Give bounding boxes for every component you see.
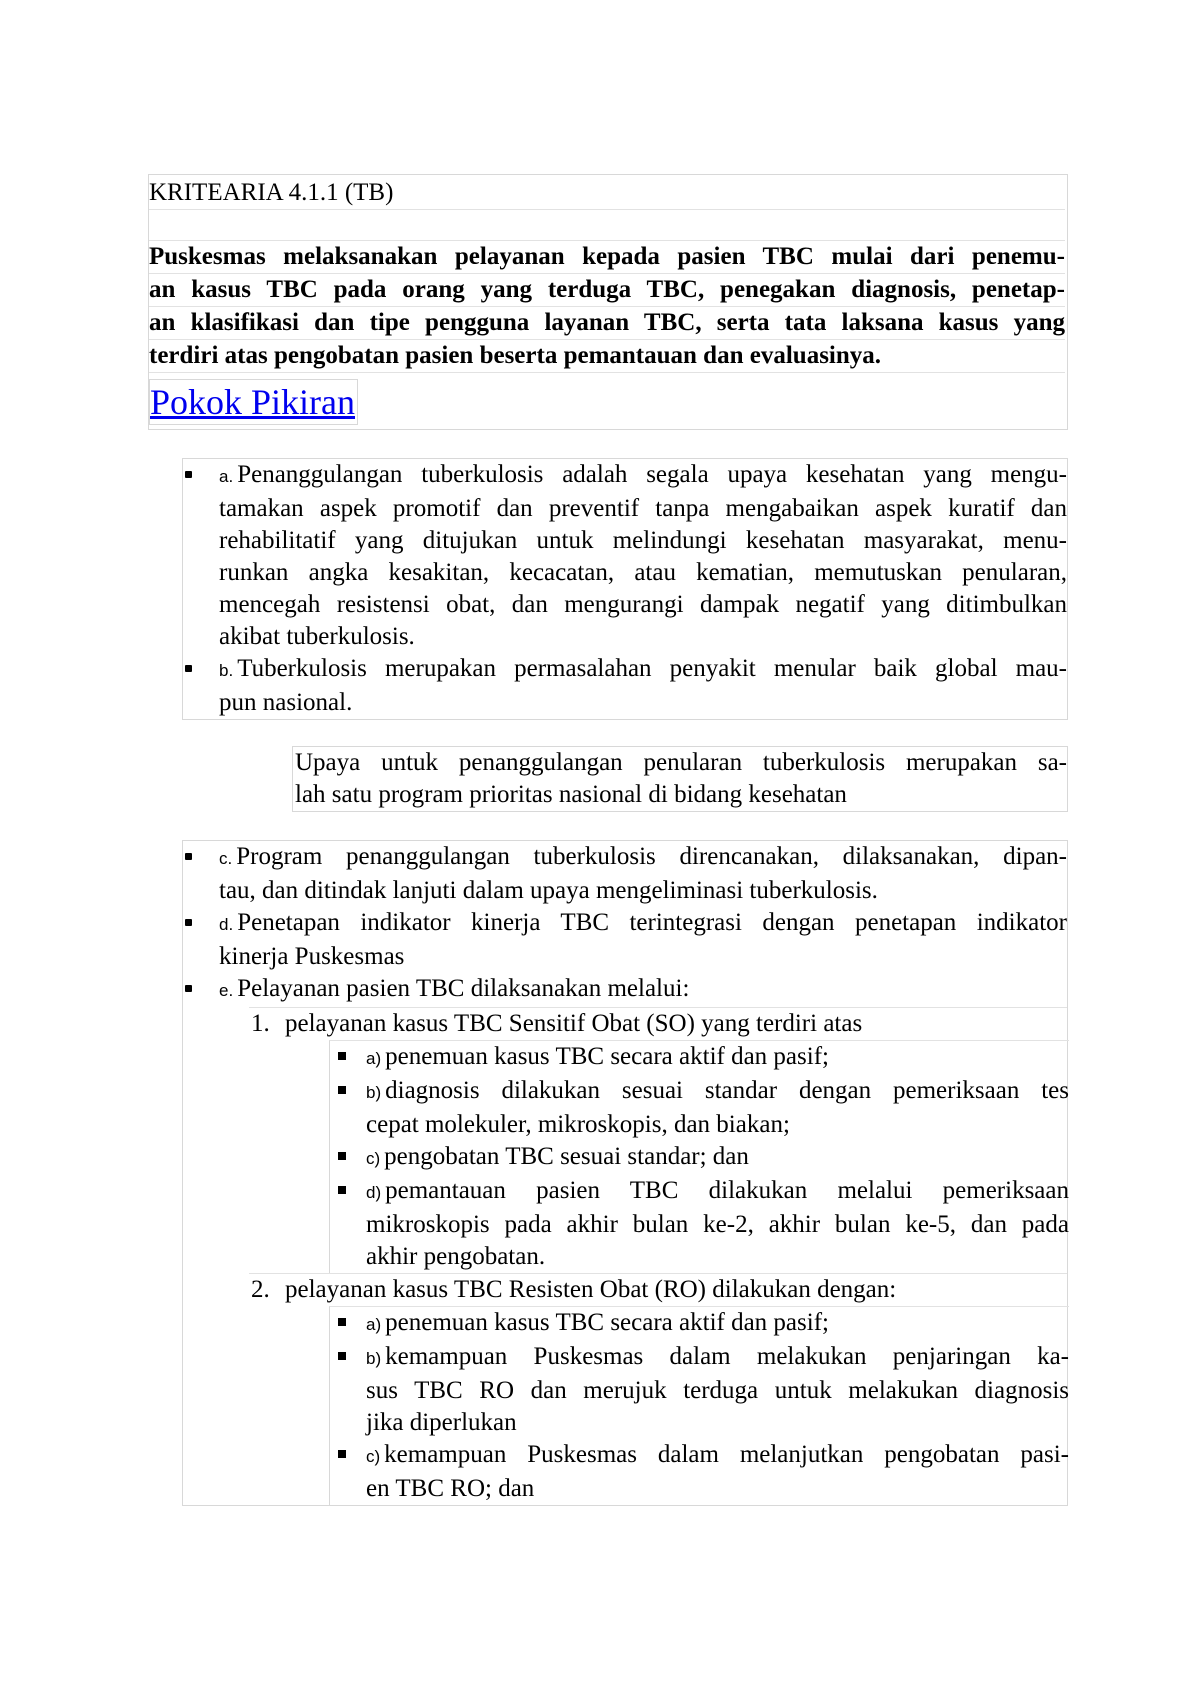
item-line — [219, 459, 1067, 493]
item-line: tamakan aspek promotif dan preventif tanpa mengabaikan aspek kuratif dan — [219, 495, 1067, 522]
item-line: pun nasional. — [219, 689, 353, 716]
list-item-e — [183, 973, 1067, 1007]
section-heading-link[interactable]: Pokok Pikiran — [149, 379, 358, 425]
list-item-d — [183, 907, 1067, 973]
item-label: b. — [219, 661, 234, 680]
item-line — [219, 973, 1067, 1007]
blank-line — [149, 210, 1065, 241]
item-text: pelayanan kasus TBC Resisten Obat (RO) dilakukan dengan: — [285, 1276, 897, 1303]
criteria-title: KRITEARIA 4.1.1 (TB) — [149, 175, 1065, 210]
item-line — [219, 653, 1067, 687]
points-list-2 — [182, 840, 1068, 1506]
sub-line — [366, 1175, 1069, 1209]
sub-text: kemampuan Puskesmas dalam melakukan penjaringan ka- — [385, 1343, 1069, 1370]
sub-line — [366, 1075, 1069, 1109]
item-line: mencegah resistensi obat, dan mengurangi dampak negatif yang ditimbulkan — [219, 591, 1067, 618]
numbered-item-1 — [249, 1007, 1067, 1040]
note-box — [292, 746, 1068, 812]
square-bullet-icon — [338, 1352, 346, 1360]
sub-text: pengobatan TBC sesuai standar; dan — [384, 1143, 749, 1170]
document-page — [148, 174, 1068, 1506]
sub-item-a — [330, 1041, 1069, 1075]
square-bullet-icon — [338, 1318, 346, 1326]
item-text: Program penanggulangan tuberkulosis direncanakan, dilaksanakan, dipan- — [236, 843, 1067, 870]
statement-line: terdiri atas pengobatan pasien beserta pemantauan dan evaluasinya. — [149, 340, 1065, 373]
square-bullet-icon — [338, 1152, 346, 1160]
item-line — [219, 907, 1067, 941]
note-line: Upaya untuk penanggulangan penularan tuberkulosis merupakan sa- — [295, 749, 1067, 776]
sub-line — [366, 1041, 1069, 1075]
sub-item-b — [330, 1075, 1069, 1141]
sub-text: penemuan kasus TBC secara aktif dan pasif; — [385, 1043, 829, 1070]
item-number: 1. — [251, 1010, 270, 1037]
sub-label: b) — [366, 1083, 382, 1102]
sub-label: a) — [366, 1049, 382, 1068]
item-label: d. — [219, 915, 234, 934]
item-label: c. — [219, 849, 233, 868]
sub-label: d) — [366, 1183, 382, 1202]
statement-line: Puskesmas melaksanakan pelayanan kepada pasien TBC mulai dari penemu- — [149, 241, 1065, 274]
item-text: pelayanan kasus TBC Sensitif Obat (SO) yang terdiri atas — [285, 1010, 863, 1037]
sublist-2 — [329, 1306, 1069, 1505]
sub-line: akhir pengobatan. — [366, 1243, 546, 1270]
sub-line: cepat molekuler, mikroskopis, dan biakan; — [366, 1111, 790, 1138]
note-line: lah satu program prioritas nasional di bidang kesehatan — [295, 781, 847, 808]
item-label: a. — [219, 467, 234, 486]
heading-wrap — [149, 373, 1065, 429]
item-line: akibat tuberkulosis. — [219, 623, 415, 650]
sub-text: kemampuan Puskesmas dalam melanjutkan pengobatan pasi- — [384, 1441, 1069, 1468]
sub-line: en TBC RO; dan — [366, 1475, 535, 1502]
sub-line — [366, 1141, 1069, 1175]
sub-label: a) — [366, 1315, 382, 1334]
sub-text: pemantauan pasien TBC dilakukan melalui pemeriksaan — [385, 1177, 1069, 1204]
sub-line — [366, 1439, 1069, 1473]
item-text: Tuberkulosis merupakan permasalahan penyakit menular baik global mau- — [237, 655, 1067, 682]
item-line: rehabilitatif yang ditujukan untuk melindungi kesehatan masyarakat, menu- — [219, 527, 1067, 554]
criteria-statement — [149, 241, 1065, 373]
statement-line: an kasus TBC pada orang yang terduga TBC, penegakan diagnosis, penetap- — [149, 274, 1065, 307]
criteria-header-box — [148, 174, 1068, 430]
points-list-1 — [182, 458, 1068, 720]
sub-label: c) — [366, 1447, 381, 1466]
sub-line — [366, 1307, 1069, 1341]
list-item-c — [183, 841, 1067, 907]
statement-line: an klasifikasi dan tipe pengguna layanan TBC, serta tata laksana kasus yang — [149, 307, 1065, 340]
sub-item-d — [330, 1175, 1069, 1273]
item-text: Penanggulangan tuberkulosis adalah segala upaya kesehatan yang mengu- — [237, 461, 1067, 488]
sub-item-c — [330, 1141, 1069, 1175]
item-text: Pelayanan pasien TBC dilaksanakan melalui: — [237, 975, 690, 1002]
sub-item-c — [330, 1439, 1069, 1505]
square-bullet-icon — [338, 1186, 346, 1194]
square-bullet-icon — [338, 1052, 346, 1060]
sub-text: penemuan kasus TBC secara aktif dan pasif; — [385, 1309, 829, 1336]
square-bullet-icon — [338, 1086, 346, 1094]
item-line: tau, dan ditindak lanjuti dalam upaya mengeliminasi tuberkulosis. — [219, 877, 878, 904]
sub-line: mikroskopis pada akhir bulan ke-2, akhir bulan ke-5, dan pada — [366, 1211, 1069, 1238]
item-text: Penetapan indikator kinerja TBC terintegrasi dengan penetapan indikator — [237, 909, 1067, 936]
item-line — [219, 841, 1067, 875]
sub-label: c) — [366, 1149, 381, 1168]
list-item-b — [183, 653, 1067, 719]
sub-item-b — [330, 1341, 1069, 1439]
sub-line: sus TBC RO dan merujuk terduga untuk melakukan diagnosis — [366, 1377, 1069, 1404]
sublist-1 — [329, 1040, 1069, 1273]
square-bullet-icon — [338, 1450, 346, 1458]
sub-item-a — [330, 1307, 1069, 1341]
list-item-a — [183, 459, 1067, 653]
item-label: e. — [219, 981, 234, 1000]
sub-text: diagnosis dilakukan sesuai standar dengan pemeriksaan tes — [385, 1077, 1069, 1104]
item-line: kinerja Puskesmas — [219, 943, 405, 970]
sub-label: b) — [366, 1349, 382, 1368]
item-number: 2. — [251, 1276, 270, 1303]
sub-line: jika diperlukan — [366, 1409, 517, 1436]
sub-line — [366, 1341, 1069, 1375]
item-line: runkan angka kesakitan, kecacatan, atau kematian, memutuskan penularan, — [219, 559, 1067, 586]
numbered-item-2 — [249, 1273, 1067, 1306]
